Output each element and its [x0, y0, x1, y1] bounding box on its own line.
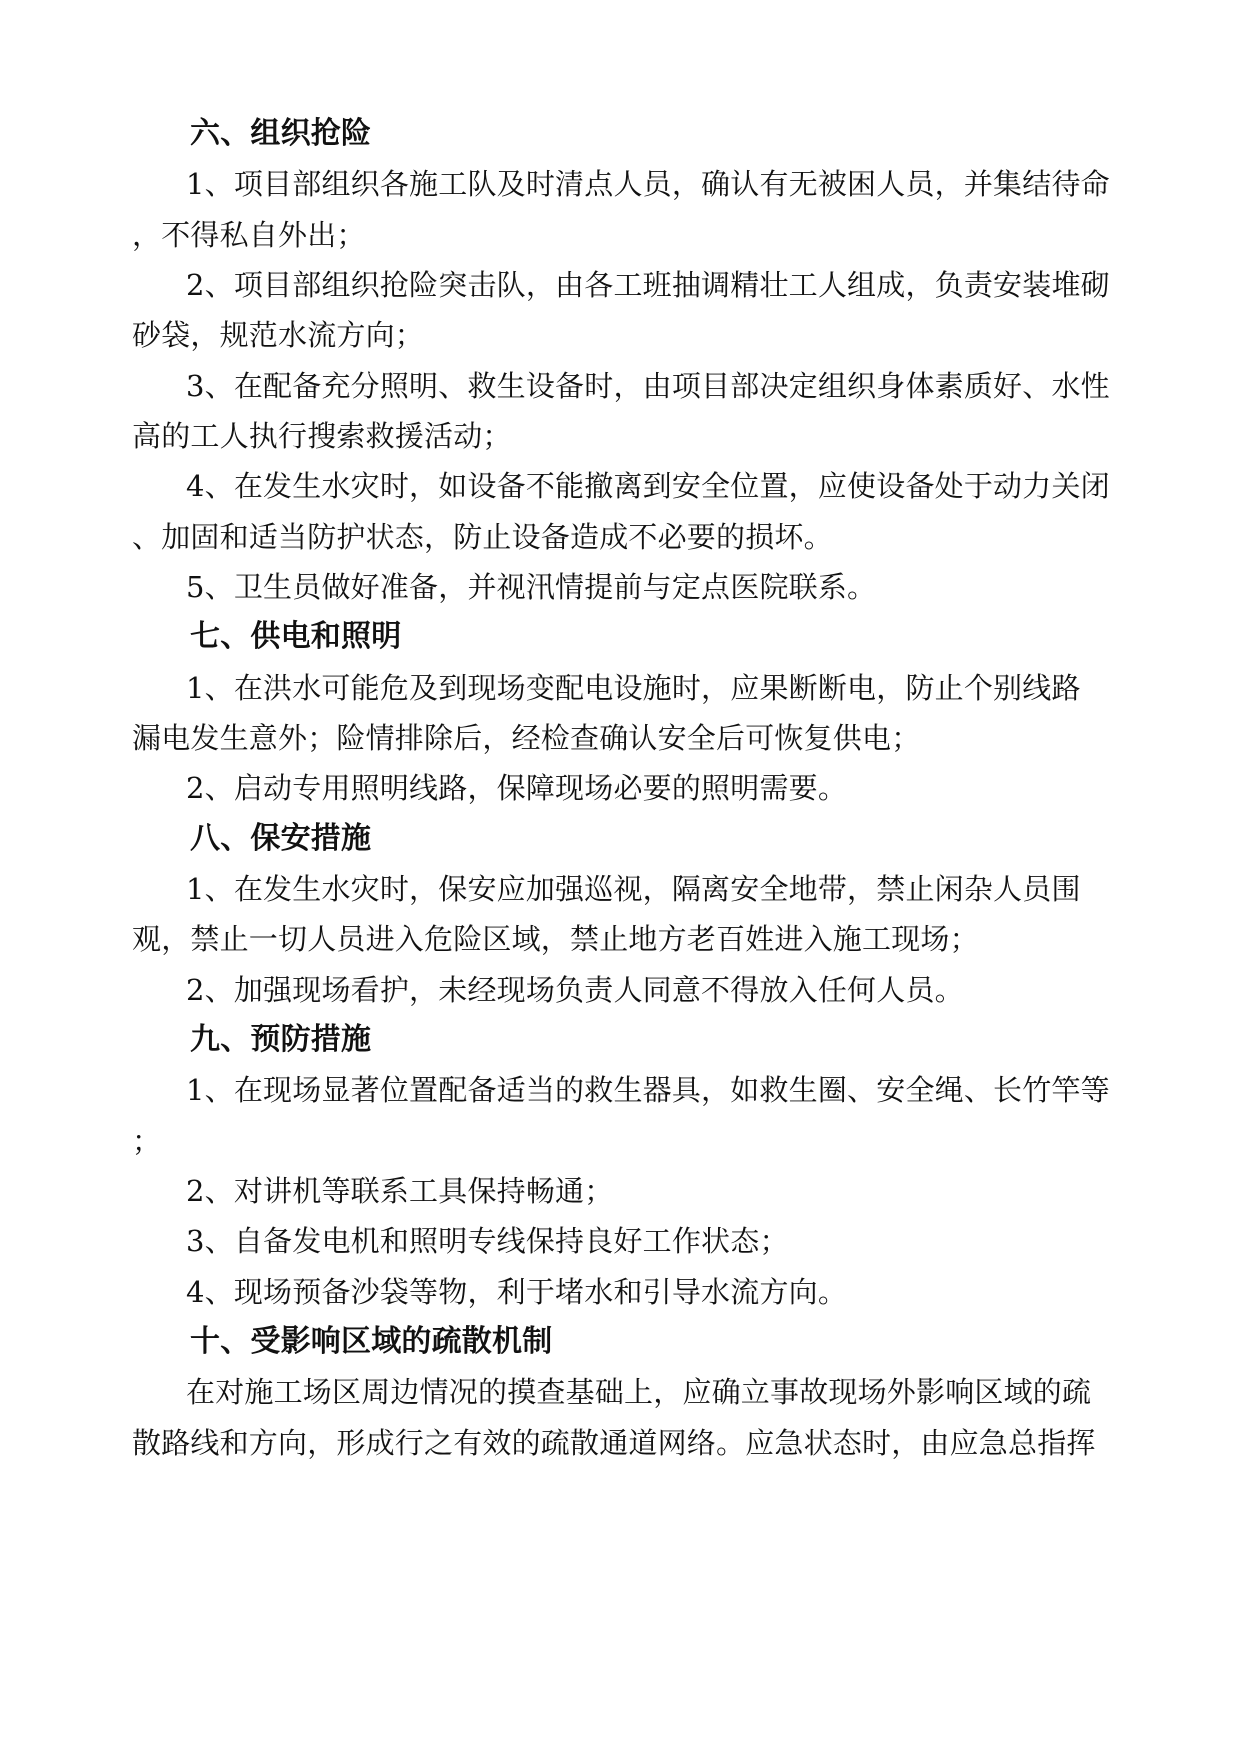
paragraph-6-4-line-2: 、加固和适当防护状态，防止设备造成不必要的损坏。 — [132, 520, 833, 554]
paragraph-6-2-line-2: 砂袋，规范水流方向； — [132, 318, 425, 352]
paragraph-6-1-line-1: 1、项目部组织各施工队及时清点人员，确认有无被困人员，并集结待命 — [186, 167, 1110, 201]
paragraph-8-1-line-2: 观，禁止一切人员进入危险区域，禁止地方老百姓进入施工现场； — [132, 922, 979, 956]
paragraph-7-1-line-2: 漏电发生意外；险情排除后，经检查确认安全后可恢复供电； — [132, 721, 921, 755]
section-heading-10: 十、受影响区域的疏散机制 — [190, 1324, 553, 1359]
paragraph-9-2-line-1: 2、对讲机等联系工具保持畅通； — [186, 1174, 614, 1208]
paragraph-6-1-line-2: ，不得私自外出； — [132, 218, 366, 252]
paragraph-8-1-line-1: 1、在发生水灾时，保安应加强巡视，隔离安全地带，禁止闲杂人员围 — [186, 872, 1081, 906]
section-heading-8: 八、保安措施 — [190, 821, 372, 856]
section-heading-7: 七、供电和照明 — [190, 619, 402, 654]
paragraph-6-3-line-1: 3、在配备充分照明、救生设备时，由项目部决定组织身体素质好、水性 — [186, 369, 1110, 403]
paragraph-6-2-line-1: 2、项目部组织抢险突击队，由各工班抽调精壮工人组成，负责安装堆砌 — [186, 268, 1110, 302]
paragraph-7-2-line-1: 2、启动专用照明线路，保障现场必要的照明需要。 — [186, 771, 848, 805]
paragraph-10-1-line-2: 散路线和方向，形成行之有效的疏散通道网络。应急状态时，由应急总指挥 — [132, 1426, 1096, 1460]
paragraph-10-1-line-1: 在对施工场区周边情况的摸查基础上，应确立事故现场外影响区域的疏 — [186, 1375, 1092, 1409]
paragraph-6-5-line-1: 5、卫生员做好准备，并视汛情提前与定点医院联系。 — [186, 570, 877, 604]
paragraph-9-1-line-1: 1、在现场显著位置配备适当的救生器具，如救生圈、安全绳、长竹竿等 — [186, 1073, 1110, 1107]
section-heading-9: 九、预防措施 — [190, 1022, 372, 1057]
paragraph-9-1-line-2: ； — [132, 1124, 162, 1158]
paragraph-9-4-line-1: 4、现场预备沙袋等物，利于堵水和引导水流方向。 — [186, 1275, 848, 1309]
paragraph-6-3-line-2: 高的工人执行搜索救援活动； — [132, 419, 512, 453]
section-heading-6: 六、组织抢险 — [190, 116, 372, 151]
paragraph-8-2-line-1: 2、加强现场看护，未经现场负责人同意不得放入任何人员。 — [186, 973, 964, 1007]
paragraph-9-3-line-1: 3、自备发电机和照明专线保持良好工作状态； — [186, 1224, 789, 1258]
paragraph-6-4-line-1: 4、在发生水灾时，如设备不能撤离到安全位置，应使设备处于动力关闭 — [186, 469, 1110, 503]
paragraph-7-1-line-1: 1、在洪水可能危及到现场变配电设施时，应果断断电，防止个别线路 — [186, 671, 1081, 705]
